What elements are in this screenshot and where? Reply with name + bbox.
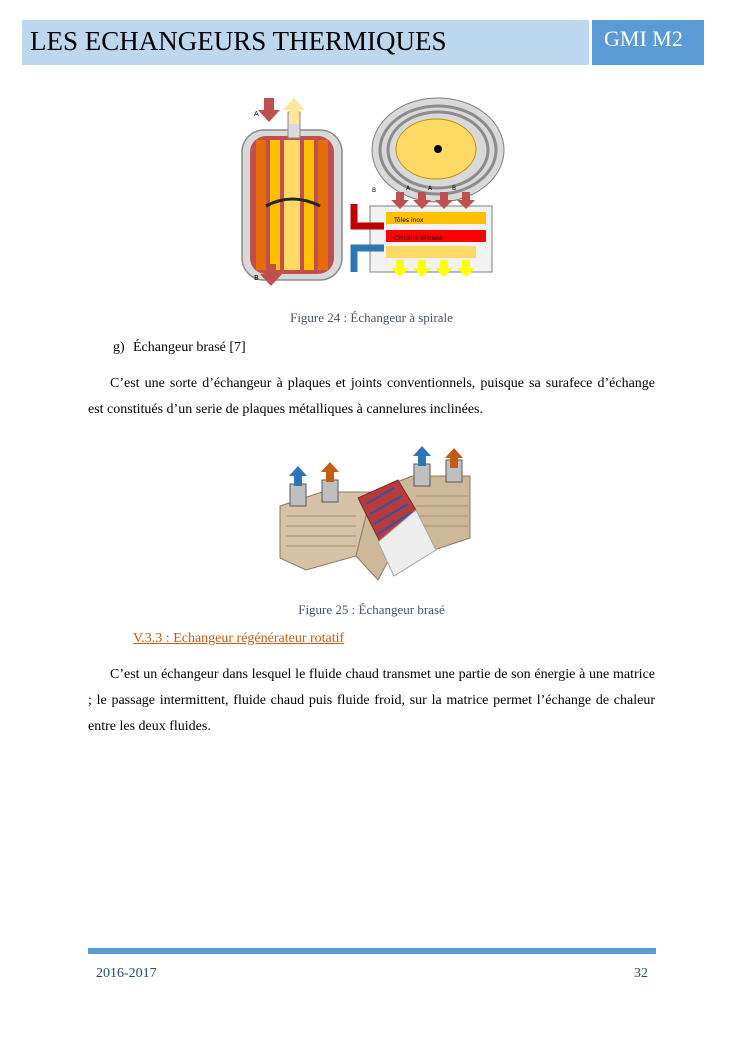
section-v33-paragraph: C’est un échangeur dans lesquel le fluide chaud transmet une partie de son énergie à une matrice ; le passage intermittent, fluide chaud puis fluide froid, sur la matrice permet l’échange de chaleur entre les deux fluides.	[88, 667, 655, 734]
plate-stack	[280, 476, 470, 580]
section-g-heading	[113, 340, 246, 356]
arrow-up-icon	[289, 466, 307, 486]
label-a-inlet: A	[406, 185, 411, 192]
figure-25-caption: Figure 25 : Échangeur brasé	[298, 602, 445, 617]
brazed-exchanger-figure	[276, 446, 474, 582]
figure-24-caption: Figure 24 : Échangeur à spirale	[290, 310, 453, 325]
header-title: LES ECHANGEURS THERMIQUES	[22, 20, 589, 65]
label-a: A	[254, 110, 259, 118]
label-b-inlet: B	[372, 187, 377, 194]
arrow-up-icon	[321, 462, 339, 482]
footer-rule	[88, 948, 656, 954]
footer-year: 2016-2017	[96, 966, 157, 981]
section-g-paragraph: C’est une sorte d’échangeur à plaques et joints conventionnels, puisque sa surafece d’échange est constitués d’un serie de plaques métalliques à cannelures inclinées.	[88, 376, 655, 417]
list-marker: g)	[113, 340, 125, 355]
section-g-title: Échangeur brasé [7]	[133, 340, 246, 355]
label-a-inlet: A	[428, 185, 433, 192]
page-number: 32	[634, 966, 648, 981]
cylinder-cutaway	[242, 112, 342, 280]
tole-label: Tôles inox	[394, 217, 424, 224]
spiral-disk	[372, 98, 504, 202]
label-b: B	[254, 274, 259, 282]
chicane-label: Chicane silicone	[394, 235, 443, 242]
arrow-down-icon	[258, 98, 280, 122]
header-badge: GMI M2	[592, 20, 704, 65]
label-b-inlet: B	[452, 185, 457, 192]
arrow-up-icon	[283, 98, 305, 124]
section-v33-heading[interactable]: V.3.3 : Echangeur régénérateur rotatif	[133, 631, 345, 646]
arrow-up-icon	[413, 446, 431, 466]
spiral-exchanger-figure	[236, 94, 508, 290]
